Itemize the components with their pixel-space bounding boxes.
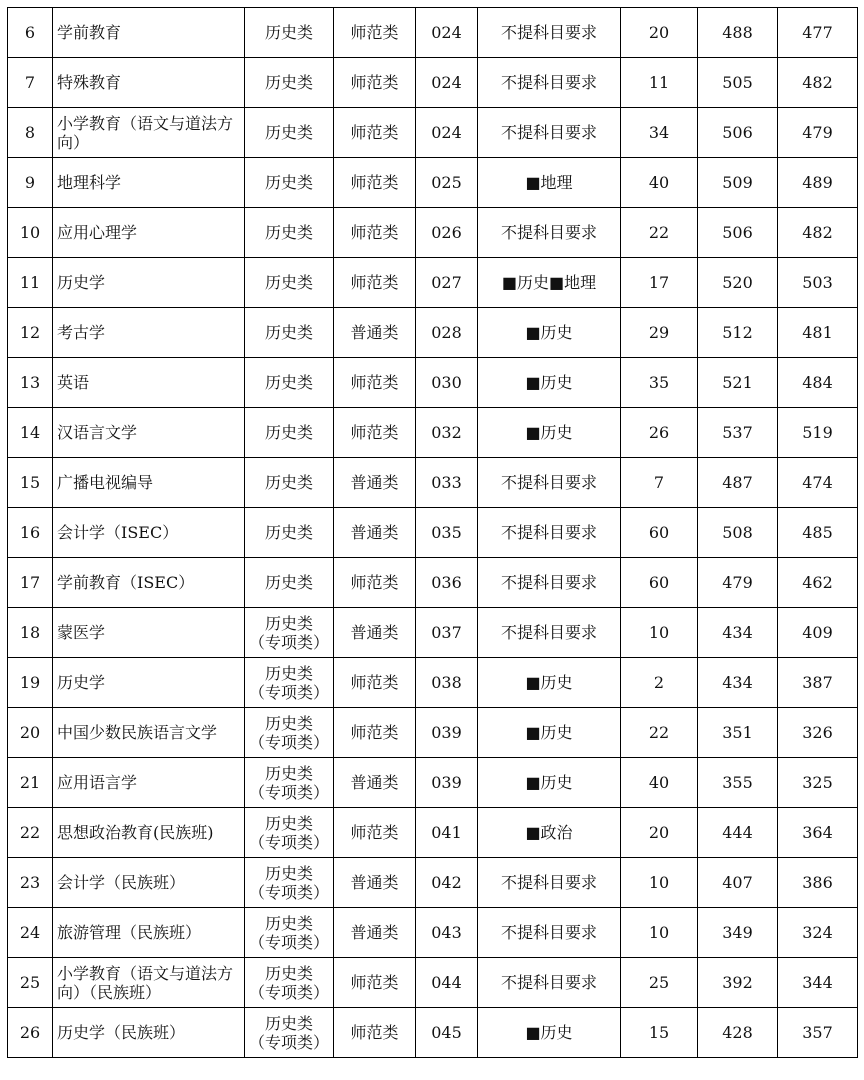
lowest-score-cell: 364 xyxy=(778,808,858,858)
row-number-cell: 11 xyxy=(8,258,53,308)
major-name-cell: 学前教育（ISEC） xyxy=(53,558,245,608)
major-name-cell: 学前教育 xyxy=(53,8,245,58)
category-line: 历史类 xyxy=(264,73,313,92)
major-code-cell: 039 xyxy=(416,758,478,808)
major-name-cell: 思想政治教育(民族班) xyxy=(53,808,245,858)
row-number-cell: 20 xyxy=(8,708,53,758)
enrollment-plan-cell: 17 xyxy=(621,258,698,308)
lowest-score-cell: 519 xyxy=(778,408,858,458)
row-number-cell: 22 xyxy=(8,808,53,858)
category-line: 历史类 xyxy=(264,23,313,42)
enrollment-plan-cell: 22 xyxy=(621,708,698,758)
enrollment-plan-cell: 60 xyxy=(621,508,698,558)
row-number-cell: 18 xyxy=(8,608,53,658)
major-code-cell: 038 xyxy=(416,658,478,708)
major-name-cell: 应用语言学 xyxy=(53,758,245,808)
highest-score-cell: 537 xyxy=(698,408,778,458)
category-line: （专项类） xyxy=(248,782,329,802)
subject-requirement-cell: 不提科目要求 xyxy=(478,8,621,58)
category-line: 历史类 xyxy=(264,273,313,292)
enrollment-plan-cell: 15 xyxy=(621,1008,698,1058)
category-line: 历史类 xyxy=(264,813,313,833)
enrollment-plan-cell: 20 xyxy=(621,8,698,58)
subject-requirement-cell: 不提科目要求 xyxy=(478,958,621,1008)
subject-category-cell xyxy=(245,958,334,1008)
highest-score-cell: 349 xyxy=(698,908,778,958)
row-number-cell: 10 xyxy=(8,208,53,258)
major-name-cell: 特殊教育 xyxy=(53,58,245,108)
subject-category-cell xyxy=(245,808,334,858)
major-code-cell: 032 xyxy=(416,408,478,458)
program-type-cell: 师范类 xyxy=(334,8,416,58)
subject-category-cell xyxy=(245,858,334,908)
major-name-cell: 会计学（ISEC） xyxy=(53,508,245,558)
subject-category-cell xyxy=(245,258,334,308)
category-line: （专项类） xyxy=(248,932,329,952)
enrollment-plan-cell: 10 xyxy=(621,908,698,958)
subject-requirement-cell: 不提科目要求 xyxy=(478,58,621,108)
enrollment-plan-cell: 29 xyxy=(621,308,698,358)
subject-category-cell xyxy=(245,558,334,608)
subject-requirement-cell: ■历史 xyxy=(478,758,621,808)
subject-requirement-cell: 不提科目要求 xyxy=(478,908,621,958)
highest-score-cell: 488 xyxy=(698,8,778,58)
table-row xyxy=(8,708,858,758)
subject-requirement-cell: ■历史 xyxy=(478,408,621,458)
lowest-score-cell: 325 xyxy=(778,758,858,808)
lowest-score-cell: 503 xyxy=(778,258,858,308)
category-line: 历史类 xyxy=(264,373,313,392)
subject-category-cell xyxy=(245,158,334,208)
row-number-cell: 9 xyxy=(8,158,53,208)
highest-score-cell: 434 xyxy=(698,608,778,658)
row-number-cell: 13 xyxy=(8,358,53,408)
major-code-cell: 028 xyxy=(416,308,478,358)
subject-category-cell xyxy=(245,758,334,808)
category-line: 历史类 xyxy=(264,473,313,492)
lowest-score-cell: 489 xyxy=(778,158,858,208)
category-line: 历史类 xyxy=(264,123,313,142)
enrollment-plan-cell: 11 xyxy=(621,58,698,108)
highest-score-cell: 506 xyxy=(698,108,778,158)
table-row xyxy=(8,8,858,58)
subject-requirement-cell: ■历史 xyxy=(478,708,621,758)
row-number-cell: 8 xyxy=(8,108,53,158)
category-line: 历史类 xyxy=(264,423,313,442)
table-row xyxy=(8,358,858,408)
highest-score-cell: 509 xyxy=(698,158,778,208)
category-line: 历史类 xyxy=(264,963,313,983)
subject-category-cell xyxy=(245,458,334,508)
major-code-cell: 035 xyxy=(416,508,478,558)
lowest-score-cell: 481 xyxy=(778,308,858,358)
major-name-cell: 广播电视编导 xyxy=(53,458,245,508)
program-type-cell: 师范类 xyxy=(334,358,416,408)
category-line: （专项类） xyxy=(248,982,329,1002)
major-name-cell: 历史学 xyxy=(53,258,245,308)
major-code-cell: 025 xyxy=(416,158,478,208)
highest-score-cell: 428 xyxy=(698,1008,778,1058)
table-row xyxy=(8,258,858,308)
lowest-score-cell: 479 xyxy=(778,108,858,158)
row-number-cell: 14 xyxy=(8,408,53,458)
major-code-cell: 024 xyxy=(416,58,478,108)
program-type-cell: 普通类 xyxy=(334,858,416,908)
highest-score-cell: 479 xyxy=(698,558,778,608)
lowest-score-cell: 477 xyxy=(778,8,858,58)
table-body xyxy=(8,8,858,1058)
highest-score-cell: 512 xyxy=(698,308,778,358)
table-row xyxy=(8,108,858,158)
row-number-cell: 12 xyxy=(8,308,53,358)
table-row xyxy=(8,458,858,508)
program-type-cell: 普通类 xyxy=(334,508,416,558)
program-type-cell: 师范类 xyxy=(334,1008,416,1058)
category-line: （专项类） xyxy=(248,832,329,852)
major-name-cell: 旅游管理（民族班） xyxy=(53,908,245,958)
subject-category-cell xyxy=(245,708,334,758)
program-type-cell: 师范类 xyxy=(334,208,416,258)
subject-requirement-cell: ■地理 xyxy=(478,158,621,208)
program-type-cell: 普通类 xyxy=(334,308,416,358)
category-line: 历史类 xyxy=(264,173,313,192)
category-line: （专项类） xyxy=(248,1032,329,1052)
subject-category-cell xyxy=(245,608,334,658)
subject-category-cell xyxy=(245,308,334,358)
enrollment-plan-cell: 10 xyxy=(621,608,698,658)
major-name-cell: 中国少数民族语言文学 xyxy=(53,708,245,758)
major-code-cell: 033 xyxy=(416,458,478,508)
program-type-cell: 普通类 xyxy=(334,608,416,658)
table-row xyxy=(8,308,858,358)
subject-category-cell xyxy=(245,8,334,58)
enrollment-plan-cell: 26 xyxy=(621,408,698,458)
row-number-cell: 26 xyxy=(8,1008,53,1058)
lowest-score-cell: 462 xyxy=(778,558,858,608)
program-type-cell: 师范类 xyxy=(334,558,416,608)
program-type-cell: 师范类 xyxy=(334,708,416,758)
category-line: 历史类 xyxy=(264,613,313,633)
subject-category-cell xyxy=(245,108,334,158)
subject-category-cell xyxy=(245,508,334,558)
lowest-score-cell: 324 xyxy=(778,908,858,958)
major-code-cell: 041 xyxy=(416,808,478,858)
highest-score-cell: 505 xyxy=(698,58,778,108)
lowest-score-cell: 326 xyxy=(778,708,858,758)
enrollment-plan-cell: 60 xyxy=(621,558,698,608)
subject-category-cell xyxy=(245,358,334,408)
highest-score-cell: 434 xyxy=(698,658,778,708)
program-type-cell: 师范类 xyxy=(334,958,416,1008)
highest-score-cell: 508 xyxy=(698,508,778,558)
subject-requirement-cell: ■政治 xyxy=(478,808,621,858)
subject-requirement-cell: 不提科目要求 xyxy=(478,458,621,508)
major-name-cell: 考古学 xyxy=(53,308,245,358)
program-type-cell: 师范类 xyxy=(334,58,416,108)
enrollment-plan-cell: 40 xyxy=(621,158,698,208)
major-name-cell: 小学教育（语文与道法方向） xyxy=(53,108,245,158)
subject-requirement-cell: 不提科目要求 xyxy=(478,208,621,258)
subject-requirement-cell: 不提科目要求 xyxy=(478,508,621,558)
program-type-cell: 师范类 xyxy=(334,158,416,208)
subject-requirement-cell: 不提科目要求 xyxy=(478,608,621,658)
row-number-cell: 19 xyxy=(8,658,53,708)
major-name-cell: 汉语言文学 xyxy=(53,408,245,458)
major-name-cell: 地理科学 xyxy=(53,158,245,208)
lowest-score-cell: 484 xyxy=(778,358,858,408)
subject-category-cell xyxy=(245,658,334,708)
category-line: 历史类 xyxy=(264,323,313,342)
subject-category-cell xyxy=(245,408,334,458)
major-name-cell: 英语 xyxy=(53,358,245,408)
subject-requirement-cell: ■历史■地理 xyxy=(478,258,621,308)
major-code-cell: 042 xyxy=(416,858,478,908)
major-code-cell: 030 xyxy=(416,358,478,408)
row-number-cell: 21 xyxy=(8,758,53,808)
highest-score-cell: 392 xyxy=(698,958,778,1008)
row-number-cell: 25 xyxy=(8,958,53,1008)
table-row xyxy=(8,408,858,458)
program-type-cell: 普通类 xyxy=(334,458,416,508)
lowest-score-cell: 386 xyxy=(778,858,858,908)
category-line: （专项类） xyxy=(248,882,329,902)
category-line: 历史类 xyxy=(264,1013,313,1033)
subject-category-cell xyxy=(245,58,334,108)
table-row xyxy=(8,758,858,808)
lowest-score-cell: 357 xyxy=(778,1008,858,1058)
table-row xyxy=(8,58,858,108)
subject-category-cell xyxy=(245,1008,334,1058)
major-name-cell: 会计学（民族班） xyxy=(53,858,245,908)
lowest-score-cell: 409 xyxy=(778,608,858,658)
category-line: （专项类） xyxy=(248,732,329,752)
table-row xyxy=(8,508,858,558)
table-row xyxy=(8,808,858,858)
category-line: 历史类 xyxy=(264,573,313,592)
category-line: 历史类 xyxy=(264,663,313,683)
enrollment-plan-cell: 7 xyxy=(621,458,698,508)
major-code-cell: 024 xyxy=(416,8,478,58)
major-code-cell: 044 xyxy=(416,958,478,1008)
category-line: （专项类） xyxy=(248,682,329,702)
table-row xyxy=(8,658,858,708)
major-name-cell: 小学教育（语文与道法方向）（民族班） xyxy=(53,958,245,1008)
table-row xyxy=(8,558,858,608)
table-row xyxy=(8,858,858,908)
subject-requirement-cell: 不提科目要求 xyxy=(478,558,621,608)
table-row xyxy=(8,908,858,958)
lowest-score-cell: 482 xyxy=(778,208,858,258)
category-line: 历史类 xyxy=(264,713,313,733)
table-row xyxy=(8,208,858,258)
row-number-cell: 17 xyxy=(8,558,53,608)
lowest-score-cell: 474 xyxy=(778,458,858,508)
category-line: 历史类 xyxy=(264,863,313,883)
table-row xyxy=(8,608,858,658)
enrollment-plan-cell: 35 xyxy=(621,358,698,408)
row-number-cell: 23 xyxy=(8,858,53,908)
major-code-cell: 027 xyxy=(416,258,478,308)
table-row xyxy=(8,158,858,208)
major-code-cell: 024 xyxy=(416,108,478,158)
program-type-cell: 师范类 xyxy=(334,658,416,708)
subject-category-cell xyxy=(245,208,334,258)
highest-score-cell: 355 xyxy=(698,758,778,808)
major-name-cell: 应用心理学 xyxy=(53,208,245,258)
admission-table-page xyxy=(7,7,857,1071)
major-name-cell: 历史学（民族班） xyxy=(53,1008,245,1058)
category-line: 历史类 xyxy=(264,913,313,933)
major-code-cell: 039 xyxy=(416,708,478,758)
major-code-cell: 037 xyxy=(416,608,478,658)
highest-score-cell: 351 xyxy=(698,708,778,758)
program-type-cell: 师范类 xyxy=(334,108,416,158)
enrollment-plan-cell: 34 xyxy=(621,108,698,158)
program-type-cell: 普通类 xyxy=(334,908,416,958)
subject-requirement-cell: ■历史 xyxy=(478,358,621,408)
enrollment-plan-cell: 22 xyxy=(621,208,698,258)
major-name-cell: 蒙医学 xyxy=(53,608,245,658)
highest-score-cell: 487 xyxy=(698,458,778,508)
admission-scores-table xyxy=(7,7,858,1058)
row-number-cell: 7 xyxy=(8,58,53,108)
category-line: 历史类 xyxy=(264,223,313,242)
lowest-score-cell: 485 xyxy=(778,508,858,558)
category-line: 历史类 xyxy=(264,763,313,783)
subject-requirement-cell: ■历史 xyxy=(478,1008,621,1058)
enrollment-plan-cell: 2 xyxy=(621,658,698,708)
highest-score-cell: 520 xyxy=(698,258,778,308)
major-code-cell: 026 xyxy=(416,208,478,258)
program-type-cell: 师范类 xyxy=(334,408,416,458)
enrollment-plan-cell: 10 xyxy=(621,858,698,908)
lowest-score-cell: 482 xyxy=(778,58,858,108)
highest-score-cell: 407 xyxy=(698,858,778,908)
lowest-score-cell: 387 xyxy=(778,658,858,708)
subject-requirement-cell: ■历史 xyxy=(478,308,621,358)
major-code-cell: 043 xyxy=(416,908,478,958)
table-row xyxy=(8,958,858,1008)
highest-score-cell: 444 xyxy=(698,808,778,858)
major-code-cell: 045 xyxy=(416,1008,478,1058)
program-type-cell: 师范类 xyxy=(334,808,416,858)
major-code-cell: 036 xyxy=(416,558,478,608)
highest-score-cell: 506 xyxy=(698,208,778,258)
subject-category-cell xyxy=(245,908,334,958)
enrollment-plan-cell: 20 xyxy=(621,808,698,858)
highest-score-cell: 521 xyxy=(698,358,778,408)
row-number-cell: 6 xyxy=(8,8,53,58)
subject-requirement-cell: 不提科目要求 xyxy=(478,108,621,158)
lowest-score-cell: 344 xyxy=(778,958,858,1008)
major-name-cell: 历史学 xyxy=(53,658,245,708)
subject-requirement-cell: 不提科目要求 xyxy=(478,858,621,908)
program-type-cell: 普通类 xyxy=(334,758,416,808)
row-number-cell: 16 xyxy=(8,508,53,558)
enrollment-plan-cell: 25 xyxy=(621,958,698,1008)
category-line: 历史类 xyxy=(264,523,313,542)
program-type-cell: 师范类 xyxy=(334,258,416,308)
row-number-cell: 15 xyxy=(8,458,53,508)
category-line: （专项类） xyxy=(248,632,329,652)
table-row xyxy=(8,1008,858,1058)
row-number-cell: 24 xyxy=(8,908,53,958)
subject-requirement-cell: ■历史 xyxy=(478,658,621,708)
enrollment-plan-cell: 40 xyxy=(621,758,698,808)
